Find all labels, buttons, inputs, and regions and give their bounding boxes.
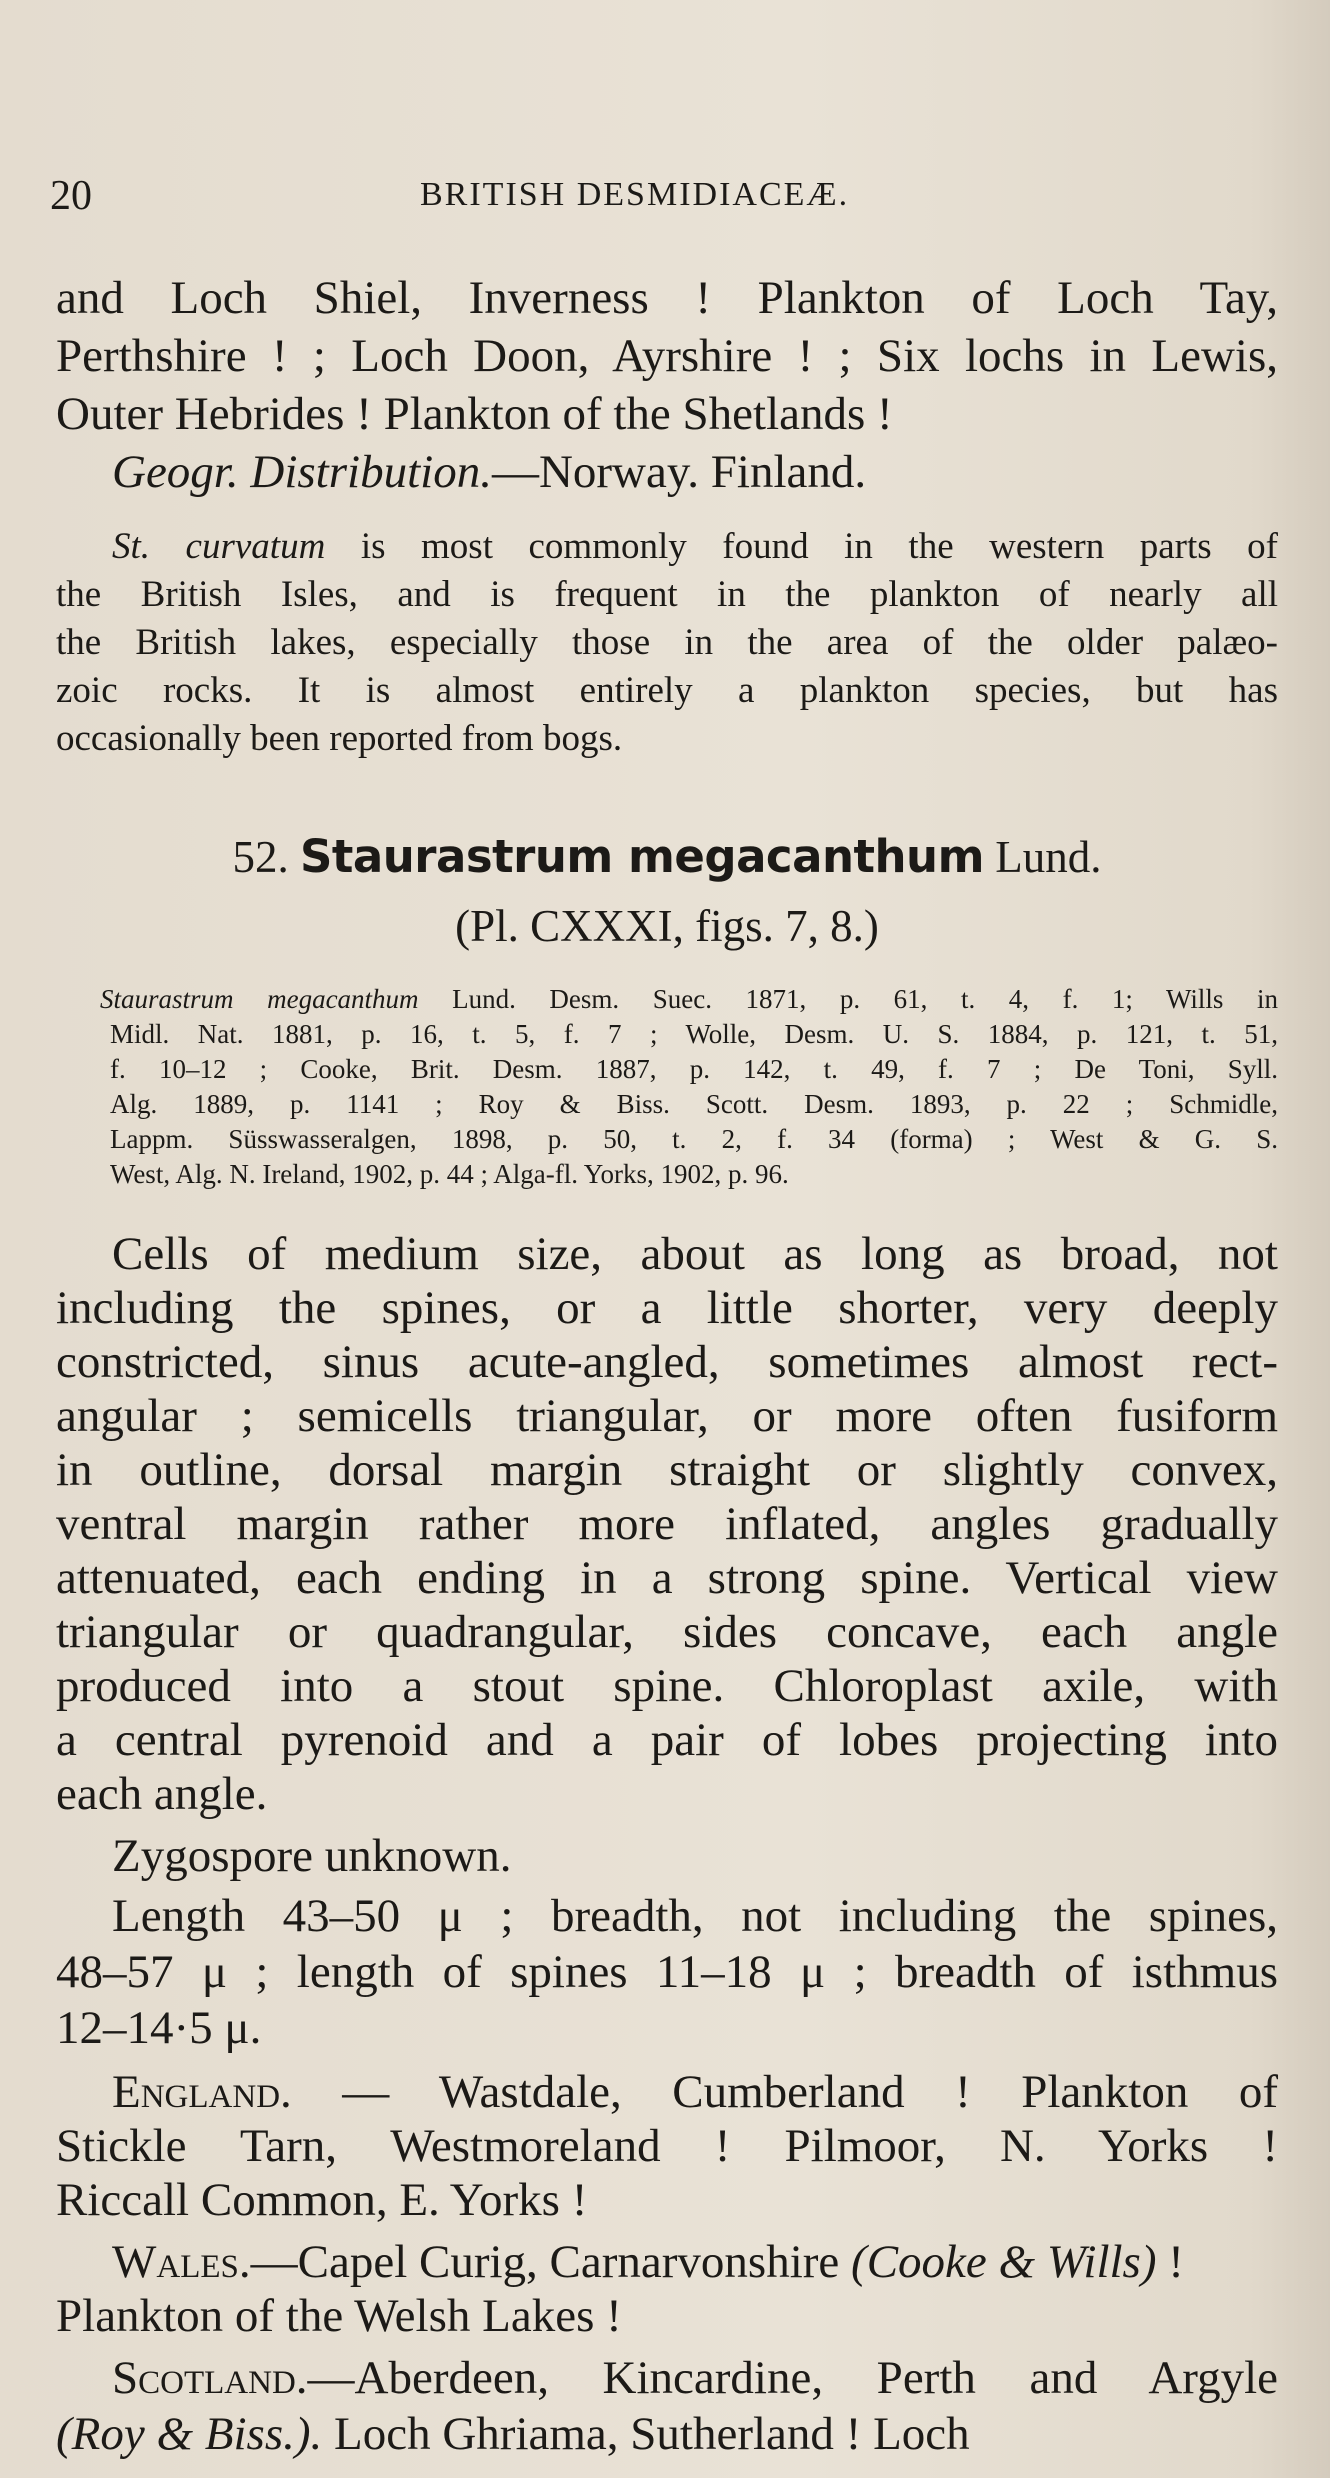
england-line-2: Stickle Tarn, Westmoreland ! Pilmoor, N. Yorks !	[56, 2120, 1278, 2172]
intro-line-1: and Loch Shiel, Inverness ! Plankton of Loch Tay,	[56, 272, 1278, 324]
wales-line-1: Wales.—Capel Curig, Carnarvonshire (Cooke & Wills) !	[112, 2236, 1184, 2288]
synonymy-line-2: Midl. Nat. 1881, p. 16, t. 5, f. 7 ; Wolle, Desm. U. S. 1884, p. 121, t. 51,	[110, 1019, 1278, 1049]
wales-line-2: Plankton of the Welsh Lakes !	[56, 2290, 622, 2342]
description-line-11: each angle.	[56, 1768, 268, 1820]
species-name: Staurastrum megacanthum	[299, 830, 984, 883]
note-line-5: occasionally been reported from bogs.	[56, 718, 623, 759]
scotland-citation: (Roy & Biss.).	[56, 2408, 323, 2460]
species-heading	[56, 830, 1278, 883]
page-number: 20	[50, 173, 92, 219]
description-line-2: including the spines, or a little shorter, very deeply	[56, 1282, 1278, 1334]
measurement-line-1: Length 43–50 μ ; breadth, not including the spines,	[112, 1890, 1278, 1942]
synonymy-line-3: f. 10–12 ; Cooke, Brit. Desm. 1887, p. 142, t. 49, f. 7 ; De Toni, Syll.	[110, 1054, 1278, 1084]
wales-citation: (Cooke & Wills)	[851, 2236, 1157, 2288]
note-species: St. curvatum	[112, 526, 326, 567]
synonymy-line-5: Lappm. Süsswasseralgen, 1898, p. 50, t. 2, f. 34 (forma) ; West & G. S.	[110, 1124, 1278, 1154]
description-line-5: in outline, dorsal margin straight or slightly convex,	[56, 1444, 1278, 1496]
description-line-7: attenuated, each ending in a strong spine. Vertical view	[56, 1552, 1278, 1604]
distribution-text: —Norway. Finland.	[491, 446, 867, 498]
synonymy-line-1: Staurastrum megacanthum Lund. Desm. Suec. 1871, p. 61, t. 4, f. 1; Wills in	[100, 984, 1278, 1014]
synonymy-line-6: West, Alg. N. Ireland, 1902, p. 44 ; Alga-fl. Yorks, 1902, p. 96.	[110, 1159, 789, 1189]
distribution-label: Geogr. Distribution.	[112, 446, 492, 498]
description-line-8: triangular or quadrangular, sides concave, each angle	[56, 1606, 1278, 1658]
zygospore-line: Zygospore unknown.	[112, 1830, 512, 1882]
note-line-2: the British Isles, and is frequent in the plankton of nearly all	[56, 574, 1278, 615]
intro-line-2: Perthshire ! ; Loch Doon, Ayrshire ! ; Six lochs in Lewis,	[56, 330, 1278, 382]
measurement-line-3: 12–14·5 μ.	[56, 2002, 262, 2054]
note-line-3: the British lakes, especially those in the area of the older palæo-	[56, 622, 1278, 663]
scotland-label: Scotland.	[112, 2352, 308, 2404]
scotland-line-2: (Roy & Biss.). Loch Ghriama, Sutherland ! Loch	[56, 2408, 970, 2460]
distribution-line	[56, 444, 1278, 500]
wales-label: Wales.	[112, 2236, 251, 2288]
description-line-1: Cells of medium size, about as long as broad, not	[112, 1228, 1278, 1280]
description-line-10: a central pyrenoid and a pair of lobes projecting into	[56, 1714, 1278, 1766]
england-label: England.	[112, 2066, 292, 2118]
england-line-3: Riccall Common, E. Yorks !	[56, 2174, 588, 2226]
intro-line-3: Outer Hebrides ! Plankton of the Shetlands !	[56, 388, 893, 440]
description-line-6: ventral margin rather more inflated, angles gradually	[56, 1498, 1278, 1550]
scotland-line-1: Scotland.—Aberdeen, Kincardine, Perth and Argyle	[112, 2352, 1278, 2404]
measurement-line-2: 48–57 μ ; length of spines 11–18 μ ; breadth of isthmus	[56, 1946, 1278, 1998]
synonymy-species: Staurastrum megacanthum	[100, 984, 419, 1014]
note-line-4: zoic rocks. It is almost entirely a plankton species, but has	[56, 670, 1278, 711]
species-number: 52.	[232, 832, 289, 882]
species-author: Lund.	[995, 832, 1102, 882]
description-line-4: angular ; semicells triangular, or more often fusiform	[56, 1390, 1278, 1442]
england-line-1: England. — Wastdale, Cumberland ! Plankton of	[112, 2066, 1278, 2118]
note-line-1: St. curvatum is most commonly found in the western parts of	[112, 526, 1278, 567]
running-title: BRITISH DESMIDIACEÆ.	[420, 176, 850, 213]
plate-reference: (Pl. CXXXI, figs. 7, 8.)	[455, 901, 879, 951]
description-line-9: produced into a stout spine. Chloroplast axile, with	[56, 1660, 1278, 1712]
synonymy-line-4: Alg. 1889, p. 1141 ; Roy & Biss. Scott. Desm. 1893, p. 22 ; Schmidle,	[110, 1089, 1278, 1119]
description-line-3: constricted, sinus acute-angled, sometimes almost rect-	[56, 1336, 1278, 1388]
